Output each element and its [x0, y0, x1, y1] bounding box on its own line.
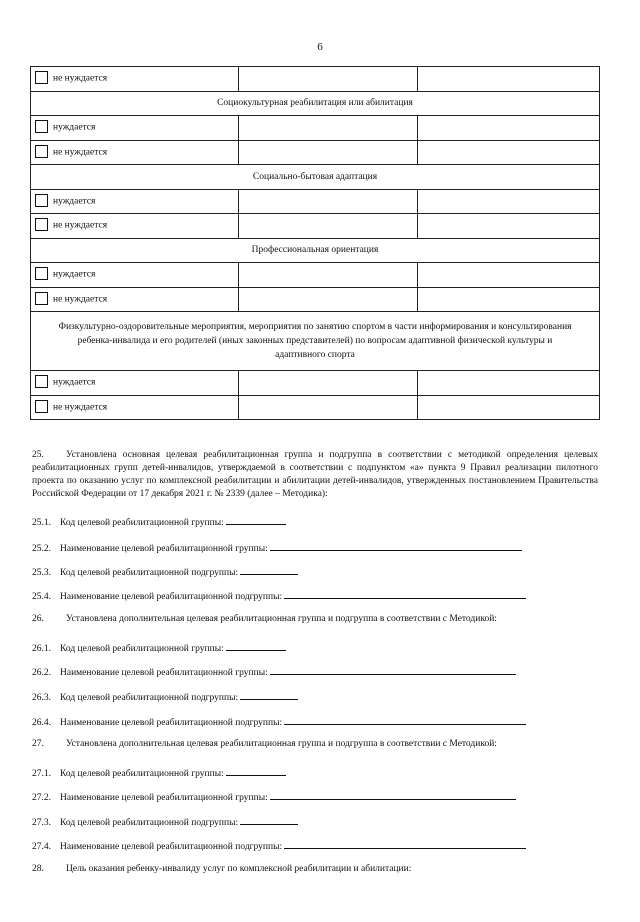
- option-label: нуждается: [53, 269, 96, 280]
- option-cell: [31, 214, 239, 239]
- option-cell: [31, 287, 239, 312]
- field-label: Код целевой реабилитационной группы:: [60, 644, 224, 654]
- empty-cell[interactable]: [239, 140, 418, 165]
- section-title: Профессиональная ориентация: [31, 238, 600, 263]
- fill-line[interactable]: [226, 514, 286, 525]
- field-label: Код целевой реабилитационной подгруппы:: [60, 693, 239, 703]
- section-title: Физкультурно-оздоровительные мероприятия, мероприятия по занятию спортом в части информирования и консультирования ребенка-инвалида и его родителей (иных законных представителей) по вопросам адаптивной физической культуры и адаптивного спорта: [31, 312, 600, 371]
- field-27-1: [32, 765, 598, 779]
- item-text: Установлена дополнительная целевая реабилитационная группа и подгруппа в соответствии с Методикой:: [66, 614, 497, 624]
- empty-cell[interactable]: [239, 189, 418, 214]
- field-25-1: [32, 514, 598, 528]
- fill-line[interactable]: [284, 714, 526, 725]
- empty-cell[interactable]: [418, 287, 600, 312]
- fill-line[interactable]: [240, 689, 298, 700]
- option-cell: [31, 116, 239, 141]
- field-label: Наименование целевой реабилитационной подгруппы:: [60, 718, 283, 728]
- services-table: [30, 66, 600, 420]
- field-label: Код целевой реабилитационной группы:: [60, 769, 224, 779]
- field-label: Наименование целевой реабилитационной группы:: [60, 544, 268, 554]
- table-row: [31, 371, 600, 396]
- fill-line[interactable]: [270, 664, 516, 675]
- field-27-3: [32, 814, 598, 828]
- option-cell: [31, 189, 239, 214]
- item-text: Цель оказания ребенку-инвалиду услуг по комплексной реабилитации и абилитации:: [66, 864, 412, 874]
- field-label: Код целевой реабилитационной подгруппы:: [60, 568, 239, 578]
- item-27-paragraph: [32, 739, 598, 749]
- item-number: 26.: [32, 614, 44, 624]
- field-27-2: [32, 789, 598, 803]
- checkbox[interactable]: [35, 375, 48, 388]
- table-section-header: [31, 312, 600, 371]
- field-26-4: [32, 714, 598, 728]
- field-number: 27.1.: [32, 769, 51, 779]
- table-row: [31, 67, 600, 92]
- empty-cell[interactable]: [418, 214, 600, 239]
- option-cell: [31, 263, 239, 288]
- field-label: Наименование целевой реабилитационной группы:: [60, 793, 268, 803]
- field-26-2: [32, 664, 598, 678]
- field-number: 27.3.: [32, 818, 51, 828]
- option-cell: [31, 371, 239, 396]
- checkbox[interactable]: [35, 400, 48, 413]
- checkbox[interactable]: [35, 194, 48, 207]
- item-28-paragraph: [32, 864, 598, 874]
- field-number: 25.3.: [32, 568, 51, 578]
- empty-cell[interactable]: [239, 116, 418, 141]
- fill-line[interactable]: [284, 588, 526, 599]
- table-row: [31, 395, 600, 420]
- section-title: Социокультурная реабилитация или абилитация: [31, 91, 600, 116]
- table-section-header: [31, 91, 600, 116]
- fill-line[interactable]: [226, 765, 286, 776]
- option-label: нуждается: [53, 196, 96, 207]
- empty-cell[interactable]: [418, 263, 600, 288]
- table-row: [31, 263, 600, 288]
- field-25-4: [32, 588, 598, 602]
- table-row: [31, 189, 600, 214]
- empty-cell[interactable]: [239, 287, 418, 312]
- table-row: [31, 116, 600, 141]
- page-number: 6: [317, 41, 323, 53]
- option-label: нуждается: [53, 122, 96, 133]
- checkbox[interactable]: [35, 71, 48, 84]
- item-number: 28.: [32, 864, 44, 874]
- item-text: Установлена основная целевая реабилитационная группа и подгруппа в соответствии с методикой определения целевых реабилитационных групп детей-инвалидов, утверждаемой в соответствии с подпунктом «а» пункта 9 Правил реализации пилотного проекта по оказанию услуг по комплексной реабилитации и абилитации детей-инвалидов, утвержденных постановлением Правительства Российской Федерации от 17 декабря 2021 г. № 2339 (далее – Методика):: [32, 450, 598, 499]
- fill-line[interactable]: [284, 838, 526, 849]
- item-number: 25.: [32, 450, 44, 460]
- empty-cell[interactable]: [239, 371, 418, 396]
- option-label: не нуждается: [53, 147, 108, 158]
- fill-line[interactable]: [240, 814, 298, 825]
- field-number: 27.4.: [32, 842, 51, 852]
- checkbox[interactable]: [35, 218, 48, 231]
- field-number: 26.2.: [32, 668, 51, 678]
- field-label: Наименование целевой реабилитационной подгруппы:: [60, 592, 283, 602]
- field-26-3: [32, 689, 598, 703]
- option-cell: [31, 140, 239, 165]
- field-label: Код целевой реабилитационной группы:: [60, 518, 224, 528]
- field-27-4: [32, 838, 598, 852]
- option-label: не нуждается: [53, 220, 108, 231]
- checkbox[interactable]: [35, 145, 48, 158]
- table-section-header: [31, 165, 600, 190]
- checkbox[interactable]: [35, 120, 48, 133]
- fill-line[interactable]: [226, 640, 286, 651]
- field-label: Наименование целевой реабилитационной группы:: [60, 668, 268, 678]
- field-number: 25.1.: [32, 518, 51, 528]
- field-label: Код целевой реабилитационной подгруппы:: [60, 818, 239, 828]
- section-title: Социально-бытовая адаптация: [31, 165, 600, 190]
- fill-line[interactable]: [240, 564, 298, 575]
- empty-cell[interactable]: [239, 214, 418, 239]
- field-25-3: [32, 564, 598, 578]
- fill-line[interactable]: [270, 540, 522, 551]
- empty-cell[interactable]: [418, 395, 600, 420]
- option-label: не нуждается: [53, 73, 108, 84]
- table-section-header: [31, 238, 600, 263]
- empty-cell[interactable]: [418, 67, 600, 92]
- field-number: 26.1.: [32, 644, 51, 654]
- table-row: [31, 214, 600, 239]
- field-number: 26.3.: [32, 693, 51, 703]
- fill-line[interactable]: [270, 789, 516, 800]
- empty-cell[interactable]: [239, 263, 418, 288]
- field-label: Наименование целевой реабилитационной подгруппы:: [60, 842, 283, 852]
- option-cell: [31, 67, 239, 92]
- empty-cell[interactable]: [418, 371, 600, 396]
- field-number: 25.2.: [32, 544, 51, 554]
- option-label: не нуждается: [53, 294, 108, 305]
- table-row: [31, 287, 600, 312]
- checkbox[interactable]: [35, 267, 48, 280]
- item-text: Установлена дополнительная целевая реабилитационная группа и подгруппа в соответствии с Методикой:: [66, 739, 497, 749]
- item-26-paragraph: [32, 614, 598, 624]
- checkbox[interactable]: [35, 292, 48, 305]
- field-number: 26.4.: [32, 718, 51, 728]
- empty-cell[interactable]: [239, 67, 418, 92]
- table-row: [31, 140, 600, 165]
- option-label: не нуждается: [53, 402, 108, 413]
- item-25-paragraph: [32, 449, 598, 501]
- empty-cell[interactable]: [239, 395, 418, 420]
- field-number: 25.4.: [32, 592, 51, 602]
- field-26-1: [32, 640, 598, 654]
- empty-cell[interactable]: [418, 116, 600, 141]
- option-cell: [31, 395, 239, 420]
- item-number: 27.: [32, 739, 44, 749]
- field-25-2: [32, 540, 598, 554]
- option-label: нуждается: [53, 377, 96, 388]
- empty-cell[interactable]: [418, 140, 600, 165]
- field-number: 27.2.: [32, 793, 51, 803]
- empty-cell[interactable]: [418, 189, 600, 214]
